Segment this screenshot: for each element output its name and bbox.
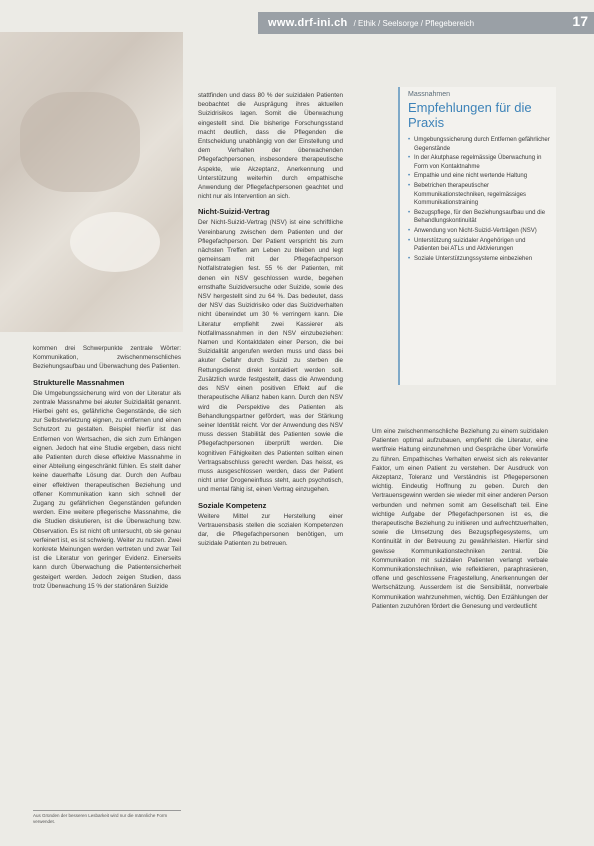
- column-2-intro: stattfinden und dass 80 % der suizidalen Patienten beobachtet die Ausprägung ihres aktuellen Suizidrisikos lagen. Somit die Überwachung eingestellt sind. Die bisherige Forschungsstand macht deutlich, dass die Pflegenden die Entscheidung unabhängig von der Einstellung und dem Verhalten der überwachenden Pflegefachpersonen, insbesondere therapeutische Aspekte, wie Akzeptanz, Anerkennung und Unterstützung weiterhin durch empathische Anwendung der Pflegefachpersonen geachtet und nicht nur als Intervention an sich.: [198, 92, 343, 201]
- column-2-body-2: Weitere Mittel zur Herstellung einer Vertrauensbasis stellen die sozialen Kompetenzen dar, die Pflegefachpersonen benötigen, um suizidale Patienten zu betreuen.: [198, 512, 343, 548]
- box-label: Massnahmen: [408, 91, 451, 98]
- list-item: • Soziale Unterstützungssysteme einbeziehen: [408, 255, 550, 264]
- header-bar: [258, 12, 594, 34]
- heading-strukturelle-massnahmen: Strukturelle Massnahmen: [33, 377, 125, 387]
- page-number: 17: [572, 13, 588, 29]
- list-item: • Anwendung von Nicht-Suizid-Verträgen (NSV): [408, 227, 550, 236]
- column-3: [372, 427, 548, 611]
- column-2-body-1: Der Nicht-Suizid-Vertrag (NSV) ist eine schriftliche Vereinbarung zwischen dem Patienten und der Pflegefachperson. Der Patient verspricht bis zum nächsten Treffen am Leben zu bleiben und legt gemeinsam mit der Pflegefachperson Notfallstrategien fest. 55 % der Patienten, mit denen ein NSV geschlossen wurde, begehen ernsthafte Suizidversuche oder Suizide, sowie des NSV hergestellt sind zu 64 %. Das bedeutet, dass der NSV das Suizidrisiko oder das Suizidverhalten nicht überwindet um 30 % verringern kann. Die Literatur empfiehlt zwei Kassierer als Notfallmassnahmen in den NSV einzubeziehen: Namen und Kontaktdaten einer Person, die bei Suizidalität angerufen werden muss und dass bei akuter Gefahr durch Suizid zu sterben die Rettungsdienst direkt kontaktiert werden soll. Zusätzlich wurde festgestellt, dass die Anwendung des NSV einen positiven Effekt auf die therapeutische Allianz haben kann. Durch den NSV wird die Perspektive des Patienten als Behandlungspartner gefördert, was der Stärkung seiner Identität reicht. Vor der Anwendung des NSV muss dessen Stabilität des Patienten sowie die Pflegefachpersonen überprüft werden. Die kognitiven Fähigkeiten des Patienten sollten einen Vertragsabschluss gerecht werden. Das heisst, es muss ausgeschlossen werden, dass der Patient nicht unter Drogeneinfluss steht, auch psychotisch, und mental fähig ist, einen Vertrag einzugehen.: [198, 219, 343, 494]
- column-2: [198, 91, 343, 548]
- list-item: • Umgebungssicherung durch Entfernen gefährlicher Gegenstände: [408, 136, 550, 153]
- site-url[interactable]: www.drf-ini.ch: [268, 17, 348, 29]
- recommendations-box: [398, 87, 556, 385]
- list-item: • Bebetrichen therapeutischer Kommunikationstechniken, regelmässiges Kommunikationstraining: [408, 182, 550, 208]
- list-item: • In der Akutphase regelmässige Überwachung in Form von Kontaktnahme: [408, 154, 550, 171]
- header-photo: [0, 32, 183, 332]
- heading-soziale-kompetenz: Soziale Kompetenz: [198, 500, 267, 510]
- list-item: • Bezugspflege, für den Beziehungsaufbau und die Behandlungskontinuität: [408, 209, 550, 226]
- column-1: [33, 344, 181, 591]
- box-title: Empfehlungen für die Praxis: [408, 100, 532, 130]
- list-item: • Empathie und eine nicht wertende Haltung: [408, 172, 550, 181]
- column-1-intro: kommen drei Schwerpunkte zentrale Wörter: Kommunikation, zwischenmenschliches Beziehungsaufbau und Überwachung des Patienten.: [33, 345, 181, 371]
- column-1-body: Die Umgebungssicherung wird von der Literatur als zentrale Massnahme bei akuter Suizidalität genannt. Hierbei geht es, gefährliche Gegenstände, die sich zur Selbstverletzung eignen, zu entfernen und einen Schutzort zu gestalten. Beispiel hierfür ist das Entfernen von Wertsachen, die sich zum Erhängen eignen. Jedoch hat eine Studie ergeben, dass nicht alle Patienten durch diese effektive Massnahme in einer Abteilung eingeschränkt fühlen. Es stellt daher keine dauerhafte Lösung dar. Durch den Aufbau einer effektiven therapeutischen Beziehung und offener Kommunikation kann sich schnell der Zugang zu gefährlichen Gegenständen gefunden werden. Eine weitere pflegerische Massnahme, die die Studien diskutieren, ist die Überwachung bzw. Observation. Es ist nicht oft untersucht, ob sie genau verfeinert ist, es ist schwierig. Weiter zu nutzen. Zwei konkrete Meinungen werden vertreten und zwar Teil ist die Literatur von geringer Evidenz. Einerseits kann durch Überwachung die Patientensicherheit gesteigert werden. Jedoch zeigen Studien, dass trotz Überwachung 15 % der stationären Suizide: [33, 389, 181, 590]
- footnote: Aus Gründen der besseren Lesbarkeit wird nur die männliche Form verwendet.: [33, 810, 181, 825]
- header-sections: / Ethik / Seelsorge / Pflegebereich: [353, 18, 475, 28]
- photo-highlight: [70, 212, 160, 272]
- photo-shadow: [20, 92, 140, 192]
- list-item: • Unterstützung suizidaler Angehörigen und Patienten bei ATLs und Aktivierungen: [408, 237, 550, 254]
- column-3-body: Um eine zwischenmenschliche Beziehung zu einem suizidalen Patienten optimal aufzubauen, empfiehlt die Literatur, eine wertfreie Haltung einzunehmen und Gespräche über Vorwürfe zu führen. Empathisches Verhalten erweist sich als relevanter Faktor, um einen Patient zu verstehen. Der Ausdruck von Akzeptanz, Toleranz und Verständnis ist Pflegepersonen wichtig. Eindeutig Hoffnung zu geben. Durch den Vertrauensgewinn werden sie wieder mit einer anderen Person verbunden und nehmen somit am Gesellschaft teil. Eine wichtige Aufgabe der Pflegefachpersonen ist es, die therapeutische Beziehung zu initiieren und aufrechtzuerhalten, sowie die Umsetzung des Bezugspflegesystems, um Kontinuität in der Betreuung zu gewährleisten. Hierfür sind gewisse Kommunikationstechniken zentral. Die Kommunikation mit suizidalen Patienten verlangt verbale Kommunikationstechniken, wie reflektieren, paraphrasieren, offene und geschlossene Fragestellung, Anerkennungen der Wertschätzung. Ausserdem ist die Sensibilität, nonverbale Kommunikation wahrzunehmen, wichtig. Den Erzählungen der Patienten zuzuhören fördert die Genesung und verdeutlicht: [372, 428, 548, 610]
- heading-nicht-suizid-vertrag: Nicht-Suizid-Vertrag: [198, 207, 270, 217]
- recommendations-list: [408, 136, 550, 263]
